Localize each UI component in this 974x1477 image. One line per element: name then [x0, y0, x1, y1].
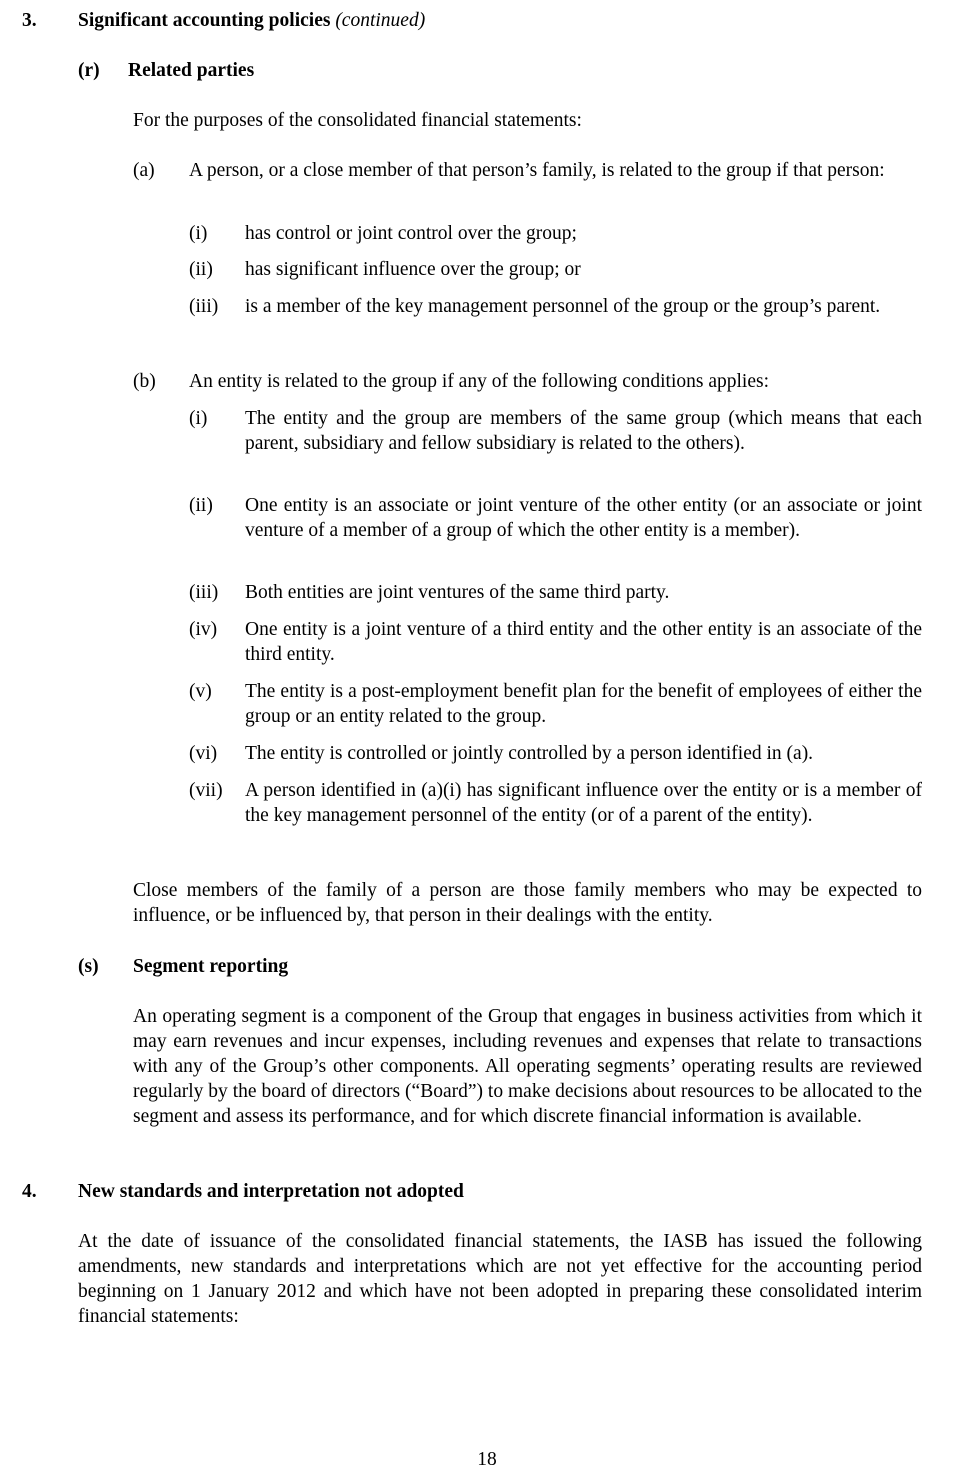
- item-a-i-label: (i): [189, 223, 208, 244]
- item-a-ii-label: (ii): [189, 259, 213, 280]
- section4-paragraph: At the date of issuance of the consolidated financial statements, the IASB has issued the following amendments, new standards and interpretations which are not yet effective for the accounting period beginning on 1 January 2012 and which have not been adopted in preparing these consolidated interim financial statements:: [78, 1231, 922, 1327]
- section-title-suffix: (continued): [335, 10, 426, 31]
- subsection-r-label: (r): [78, 60, 100, 81]
- item-b-i-label: (i): [189, 408, 208, 429]
- section4-number: 4.: [22, 1181, 37, 1202]
- item-b-iii-label: (iii): [189, 582, 219, 603]
- item-b-v-text: The entity is a post-employment benefit plan for the benefit of employees of either the group or an entity related to the group.: [245, 681, 922, 727]
- item-b-ii-text: One entity is an associate or joint venture of the other entity (or an associate or joint venture of a member of a group of which the other entity is a member).: [245, 495, 922, 541]
- item-b-vii-text: A person identified in (a)(i) has significant influence over the entity or is a member of the key management personnel of the entity (or of a parent of the entity).: [245, 780, 922, 826]
- section-number: 3.: [22, 10, 37, 31]
- item-a-text: A person, or a close member of that person’s family, is related to the group if that person:: [189, 160, 885, 181]
- section-title-text: Significant accounting policies: [78, 10, 331, 31]
- related-parties-intro: For the purposes of the consolidated financial statements:: [133, 110, 582, 131]
- item-a-ii-text: has significant influence over the group; or: [245, 259, 581, 280]
- item-a-i-text: has control or joint control over the group;: [245, 223, 577, 244]
- section4-title: New standards and interpretation not adopted: [78, 1181, 464, 1202]
- subsection-s-title: Segment reporting: [133, 956, 289, 977]
- item-b-iii-text: Both entities are joint ventures of the same third party.: [245, 582, 670, 603]
- item-b-i-text: The entity and the group are members of the same group (which means that each parent, subsidiary and fellow subsidiary is related to the others).: [245, 408, 922, 454]
- item-b-v-label: (v): [189, 681, 212, 702]
- close-members-paragraph: Close members of the family of a person are those family members who may be expected to influence, or be influenced by, that person in their dealings with the entity.: [133, 880, 922, 926]
- item-b-label: (b): [133, 371, 156, 392]
- subsection-s-label: (s): [78, 956, 99, 977]
- segment-reporting-paragraph: An operating segment is a component of the Group that engages in business activities from which it may earn revenues and incur expenses, including revenues and expenses that relate to transactions with any of the Group’s other components. All operating segments’ operating results are reviewed regularly by the board of directors (“Board”) to make decisions about resources to be allocated to the segment and assess its performance, and for which discrete financial information is available.: [133, 1006, 922, 1127]
- item-a-iii-text: is a member of the key management personnel of the group or the group’s parent.: [245, 296, 881, 317]
- item-b-vi-text: The entity is controlled or jointly controlled by a person identified in (a).: [245, 743, 814, 764]
- item-b-iv-text: One entity is a joint venture of a third entity and the other entity is an associate of the third entity.: [245, 619, 922, 665]
- item-a-label: (a): [133, 160, 155, 181]
- subsection-r-title: Related parties: [128, 60, 255, 81]
- item-b-text: An entity is related to the group if any of the following conditions applies:: [189, 371, 770, 392]
- item-b-iv-label: (iv): [189, 619, 218, 640]
- item-a-iii-label: (iii): [189, 296, 219, 317]
- item-b-vi-label: (vi): [189, 743, 218, 764]
- item-b-ii-label: (ii): [189, 495, 213, 516]
- page-number: 18: [477, 1449, 497, 1470]
- section-title: [78, 8, 425, 33]
- item-b-vii-label: (vii): [189, 780, 223, 801]
